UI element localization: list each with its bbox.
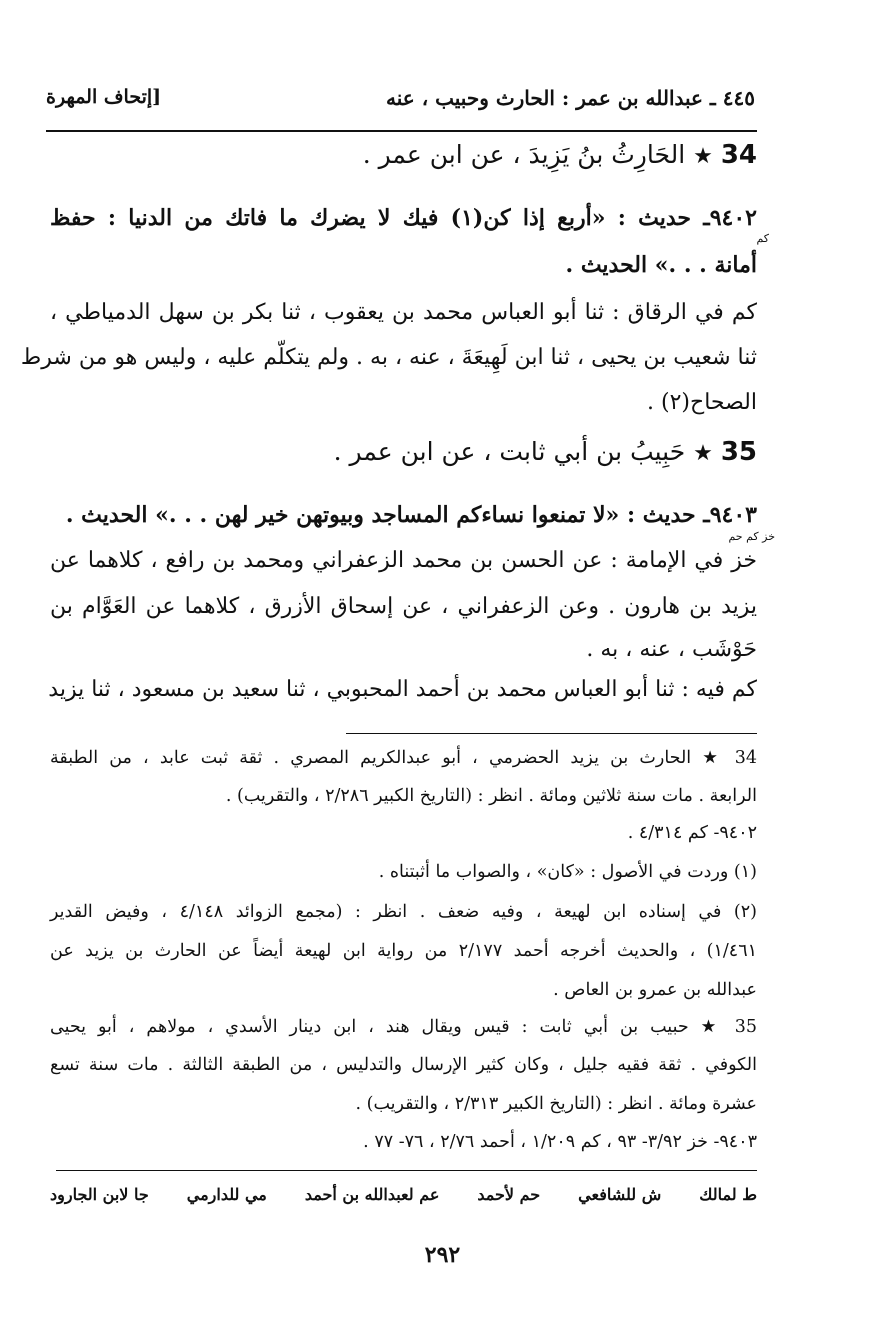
hadith-9402-line-2: أمانة . . .» الحديث . <box>565 252 757 278</box>
running-header-chapter: ٤٤٥ ـ عبدالله بن عمر : الحارث وحبيب ، عنه <box>386 86 755 110</box>
abbreviations-legend <box>50 1185 757 1204</box>
footnote-line: ٩٤٠٣- خز ٣/٩٢- ٩٣ ، كم ١/٢٠٩ ، أحمد ٢/٧٦ ، ٧٦- ٧٧ . <box>363 1132 757 1152</box>
footnote-line: 35 ★ حبيب بن أبي ثابت : قيس ويقال هند ، ابن دينار الأسدي ، مولاهم ، أبو يحيى <box>50 1017 757 1037</box>
footnote-line: (٢) في إسناده ابن لهيعة ، وفيه ضعف . انظر : (مجمع الزوائد ٤/١٤٨ ، وفيض القدير <box>50 902 757 922</box>
isnad-line: ثنا شعيب بن يحيى ، ثنا ابن لَهِيعَةَ ، عنه ، به . ولم يتكلّم عليه ، وليس هو من شرط <box>20 345 757 370</box>
abbreviations-rule <box>56 1170 757 1171</box>
isnad-line: كم فيه : ثنا أبو العباس محمد بن أحمد المحبوبي ، ثنا سعيد بن مسعود ، ثنا يزيد <box>48 677 757 702</box>
abbreviation: ط لمالك <box>699 1185 757 1204</box>
heading-text: الحَارِثُ بنُ يَزِيدَ ، عن ابن عمر . <box>362 140 686 169</box>
hadith-sigla: خز كم حم <box>728 530 775 543</box>
isnad-line: حَوْشَب ، عنه ، به . <box>586 637 757 662</box>
abbreviation: جا لابن الجارود <box>50 1185 149 1204</box>
footnote-line: (١) وردت في الأصول : «كان» ، والصواب ما أثبتناه . <box>378 862 757 882</box>
hadith-number: ٩٤٠٢ <box>709 205 757 231</box>
isnad-line: كم في الرقاق : ثنا أبو العباس محمد بن يعقوب ، ثنا بكر بن سهل الدمياطي ، <box>50 300 757 325</box>
hadith-9402-line-1 <box>50 205 757 231</box>
narrator-heading-34 <box>363 140 757 170</box>
isnad-line: خز في الإمامة : عن الحسن بن محمد الزعفراني ومحمد بن رافع ، كلاهما عن <box>50 548 757 573</box>
page-number: ٢٩٢ <box>424 1242 461 1268</box>
hadith-number: ٩٤٠٣ <box>709 502 757 528</box>
footnote-line: الرابعة . مات سنة ثلاثين ومائة . انظر : (التاريخ الكبير ٢/٢٨٦ ، والتقريب) . <box>225 786 757 806</box>
footnote-line: عشرة ومائة . انظر : (التاريخ الكبير ٢/٣١٣ ، والتقريب) . <box>355 1094 757 1114</box>
isnad-line: الصحاح(٢) . <box>647 390 757 415</box>
footnote-line: ١/٤٦١) ، والحديث أخرجه أحمد ٢/١٧٧ من رواية ابن لهيعة أيضاً عن الحارث بن يزيد عن <box>50 941 757 961</box>
hadith-text: ـ حديث : «أربع إذا كن(١) فيك لا يضرك ما فاتك من الدنيا : حفظ <box>50 205 710 231</box>
hadith-9403-line-1 <box>50 502 757 528</box>
heading-text: حَبِيبُ بن أبي ثابت ، عن ابن عمر . <box>333 437 686 466</box>
footnote-line: الكوفي . ثقة فقيه جليل ، وكان كثير الإرسال والتدليس ، من الطبقة الثالثة . مات سنة تسع <box>50 1055 757 1075</box>
heading-number: 34 <box>720 140 757 170</box>
footnote-line: 34 ★ الحارث بن يزيد الحضرمي ، أبو عبدالكريم المصري . ثقة ثبت عابد ، من الطبقة <box>50 748 757 768</box>
abbreviation: ش للشافعي <box>578 1185 662 1204</box>
isnad-line: يزيد بن هارون . وعن الزعفراني ، عن إسحاق الأزرق ، كلاهما عن العَوَّام بن <box>50 594 757 619</box>
hadith-sigla: كم <box>756 232 769 245</box>
footnote-line: عبدالله بن عمرو بن العاص . <box>553 980 757 1000</box>
star-icon: ★ <box>693 144 713 169</box>
hadith-text: ـ حديث : «لا تمنعوا نساءكم المساجد وبيوتهن خير لهن . . .» الحديث . <box>65 502 710 528</box>
footnote-line: ٩٤٠٢- كم ٤/٣١٤ . <box>627 823 757 843</box>
footnote-separator <box>346 733 757 734</box>
running-header-book: [إتحاف المهرة <box>46 86 162 108</box>
narrator-heading-35 <box>334 437 757 467</box>
abbreviation: حم لأحمد <box>477 1185 541 1204</box>
abbreviation: عم لعبدالله بن أحمد <box>304 1185 440 1204</box>
abbreviation: مي للدارمي <box>186 1185 267 1204</box>
star-icon: ★ <box>693 441 713 466</box>
heading-number: 35 <box>720 437 757 467</box>
header-rule <box>46 130 757 132</box>
